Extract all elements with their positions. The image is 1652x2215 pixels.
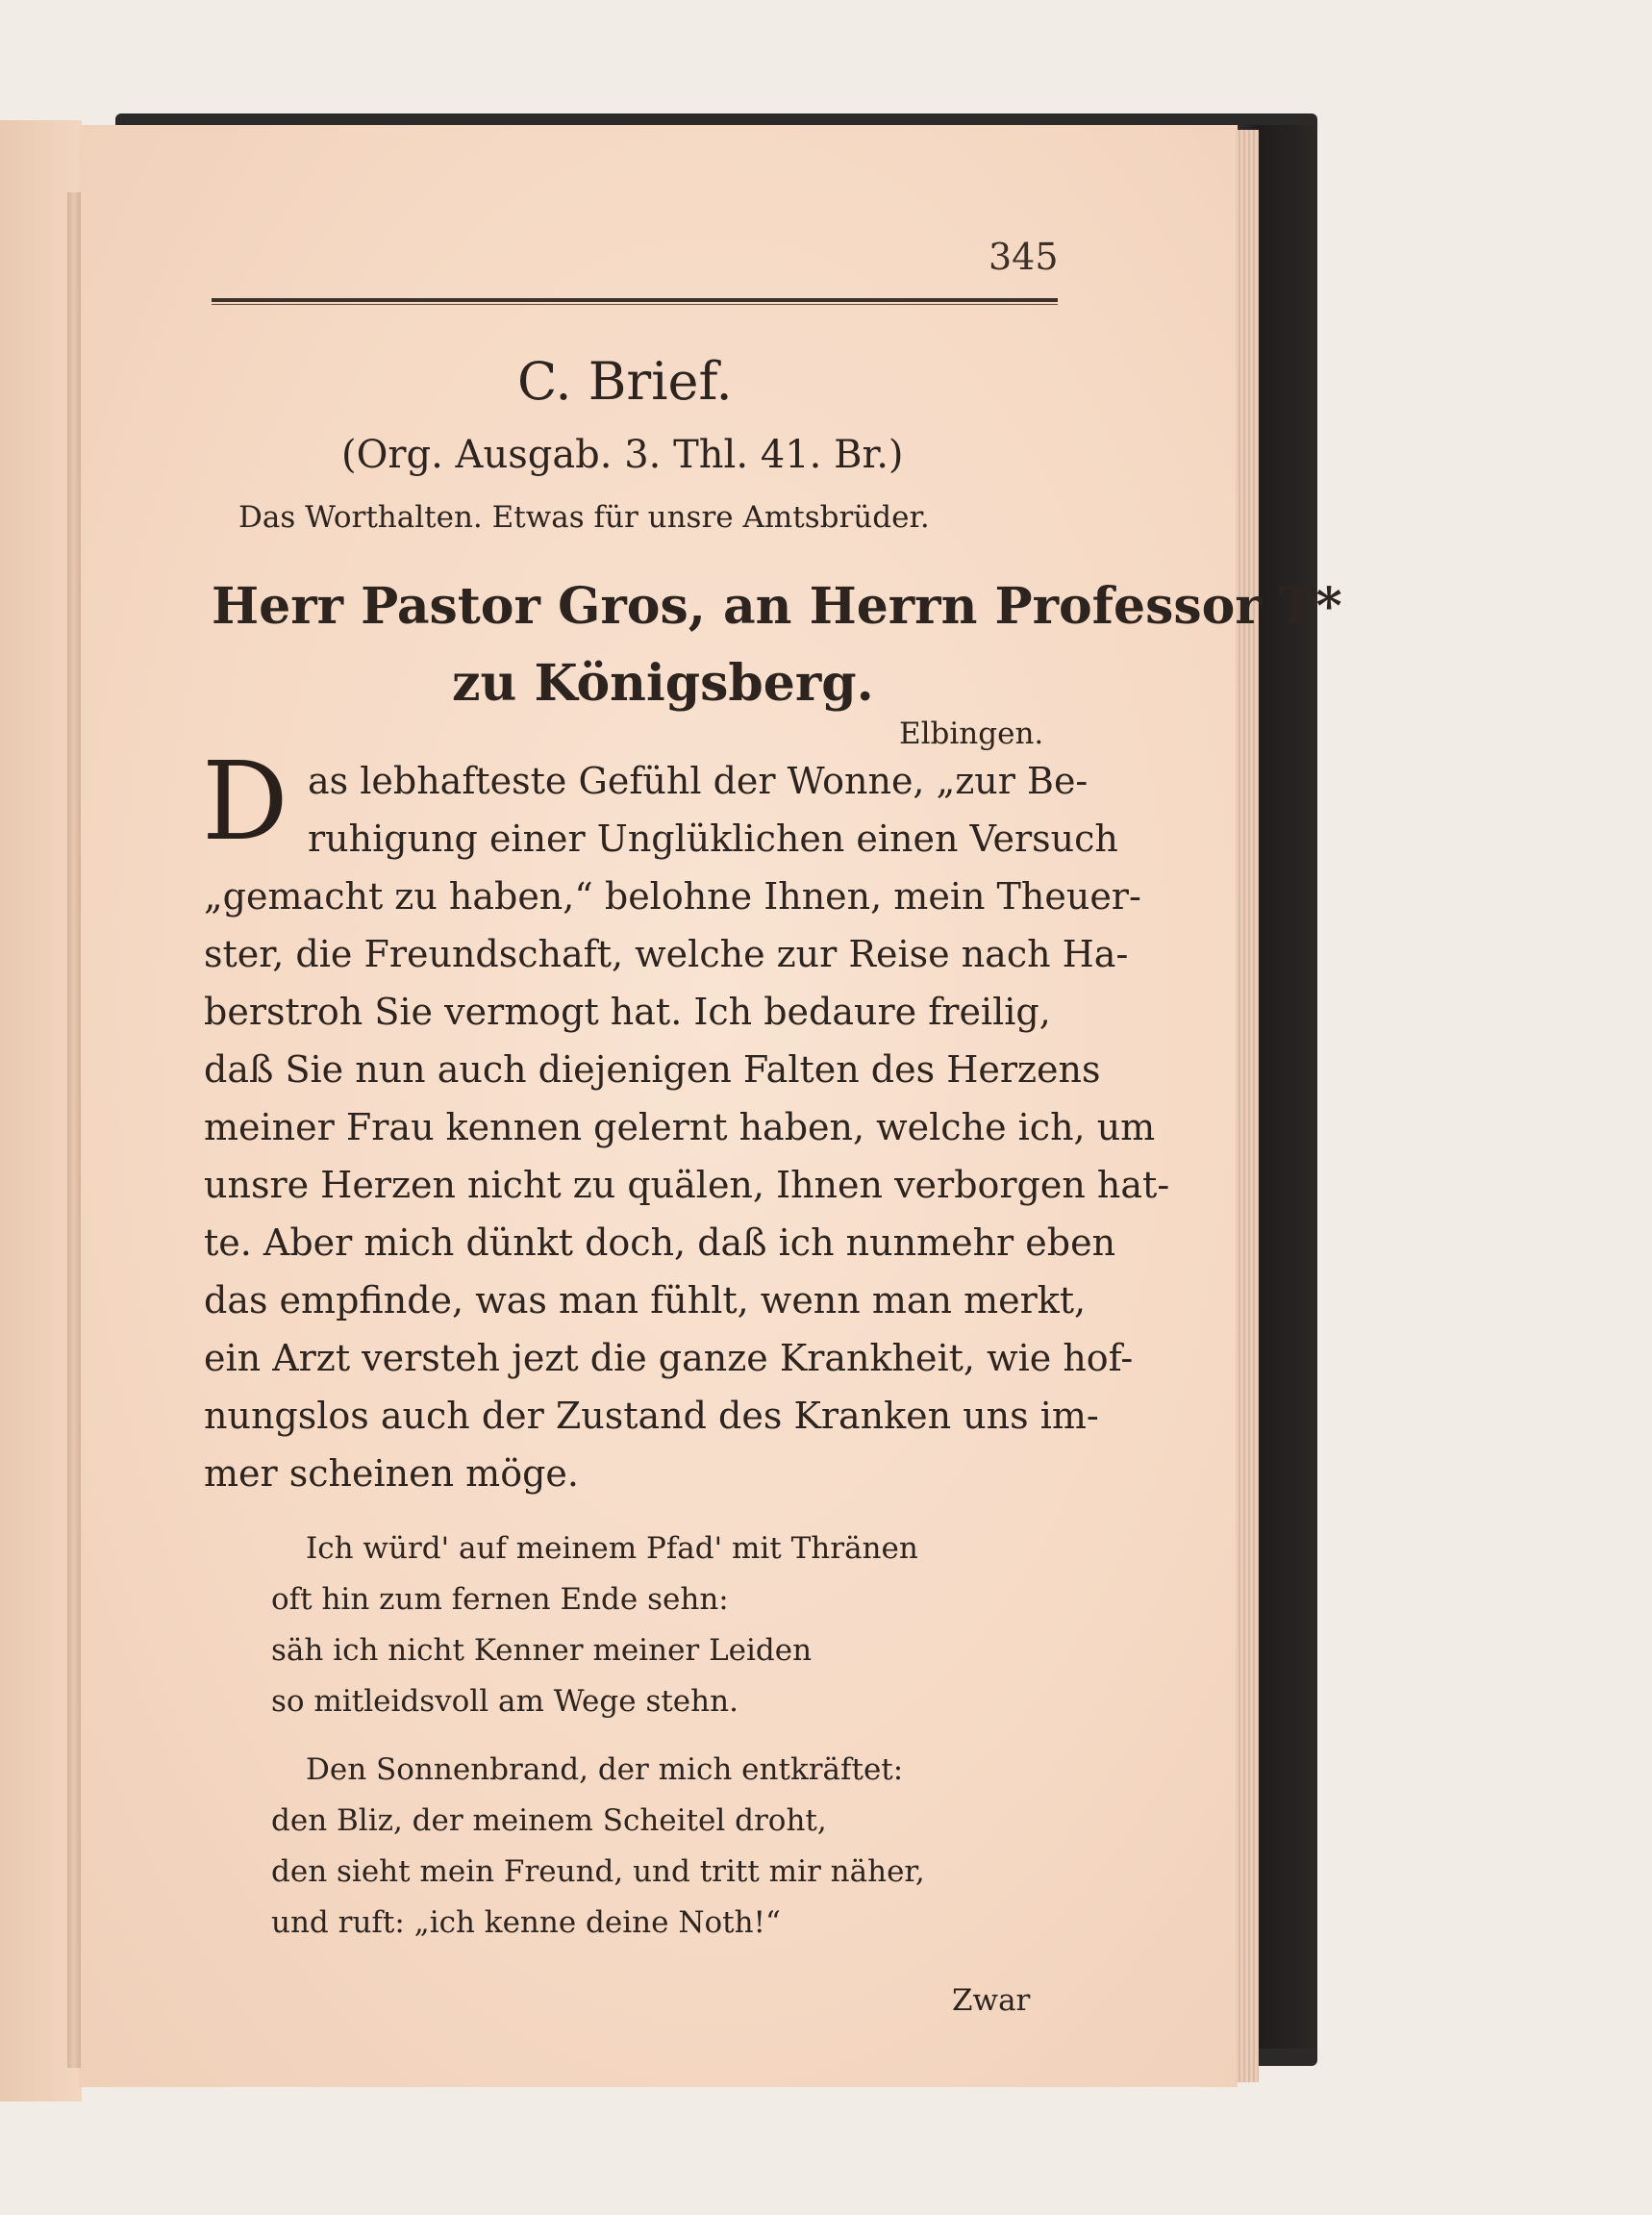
catchword: Zwar <box>952 1983 1031 2018</box>
verse-line: Den Sonnenbrand, der mich entkräftet: <box>306 1752 904 1787</box>
body-line: berstroh Sie vermogt hat. Ich bedaure freilig, <box>204 991 1051 1033</box>
verse-line: Ich würd' auf meinem Pfad' mit Thränen <box>306 1531 918 1566</box>
header-rule-thick <box>212 298 1058 302</box>
letter-subject: Das Worthalten. Etwas für unsre Amtsbrüder. <box>238 500 930 535</box>
verse-line: den sieht mein Freund, und tritt mir näher, <box>271 1854 925 1889</box>
verse-line: den Bliz, der meinem Scheitel droht, <box>271 1803 827 1838</box>
verse-line: so mitleidsvoll am Wege stehn. <box>271 1684 738 1719</box>
verse-line: oft hin zum fernen Ende sehn: <box>271 1582 729 1617</box>
verse-line: säh ich nicht Kenner meiner Leiden <box>271 1633 813 1668</box>
body-line: ster, die Freundschaft, welche zur Reise nach Ha- <box>204 933 1129 975</box>
body-line: ein Arzt versteh jezt die ganze Krankheit, wie hof- <box>204 1337 1134 1379</box>
source-reference: (Org. Ausgab. 3. Thl. 41. Br.) <box>341 433 904 477</box>
body-line: mer scheinen möge. <box>204 1452 579 1495</box>
body-line: te. Aber mich dünkt doch, daß ich nunmehr eben <box>204 1221 1116 1264</box>
body-line: daß Sie nun auch diejenigen Falten des Herzens <box>204 1048 1101 1091</box>
page-stack-edge <box>1236 130 1259 2082</box>
letter-address-line-2: zu Königsberg. <box>452 654 874 713</box>
page-number: 345 <box>989 236 1059 278</box>
body-line: nungslos auch der Zustand des Kranken uns im- <box>204 1395 1099 1437</box>
body-line: ruhigung einer Unglüklichen einen Versuch <box>308 818 1118 860</box>
body-line: unsre Herzen nicht zu quälen, Ihnen verborgen hat- <box>204 1164 1170 1206</box>
letter-heading: C. Brief. <box>517 351 733 412</box>
body-line: das empfinde, was man fühlt, wenn man merkt, <box>204 1279 1087 1321</box>
body-line: as lebhafteste Gefühl der Wonne, „zur Be- <box>308 760 1089 802</box>
header-rule <box>212 295 1058 305</box>
verse-line: und ruft: „ich kenne deine Noth!“ <box>271 1905 781 1940</box>
book-gutter <box>67 192 81 2068</box>
letter-address-line-1: Herr Pastor Gros, an Herrn Professor T* <box>212 577 1342 636</box>
body-line: meiner Frau kennen gelernt haben, welche ich, um <box>204 1106 1156 1148</box>
body-line: „gemacht zu haben,“ belohne Ihnen, mein Theuer- <box>204 875 1141 918</box>
drop-cap: D <box>202 740 288 865</box>
letter-place: Elbingen. <box>899 717 1044 751</box>
header-rule-thin <box>212 304 1058 305</box>
